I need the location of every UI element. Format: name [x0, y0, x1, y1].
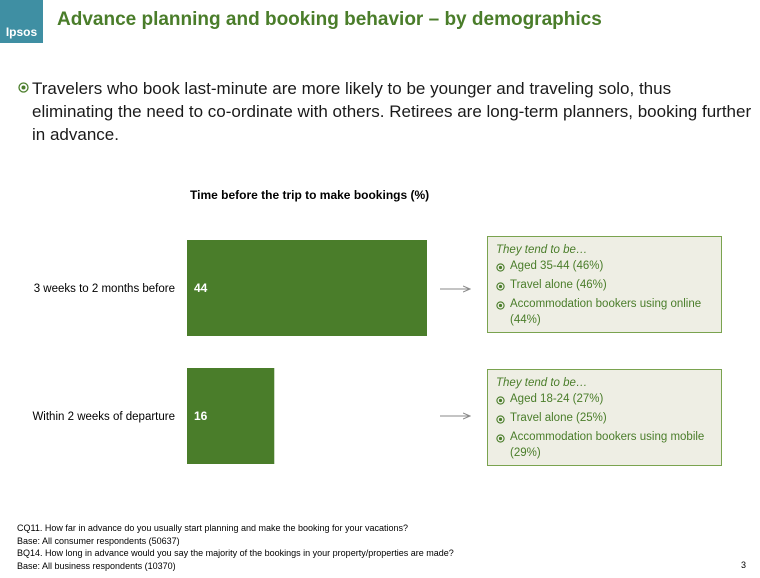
bullet-icon	[496, 280, 510, 296]
bar-value-label: 44	[194, 281, 208, 295]
bullet-icon	[496, 299, 510, 328]
summary-text: Travelers who book last-minute are more likely to be younger and traveling solo, thus eliminating the need to co-ordinate with others. Retirees are long-term planners, booking further in advance.	[32, 79, 752, 144]
callout-item: Aged 18-24 (27%)	[496, 391, 714, 410]
category-label: Within 2 weeks of departure	[32, 411, 175, 423]
bullet-icon	[496, 432, 510, 461]
footnote-line: BQ14. How long in advance would you say the majority of the bookings in your property/properties are made?	[17, 548, 454, 559]
callout-box-1	[487, 236, 722, 333]
footnote-line: Base: All consumer respondents (50637)	[17, 535, 180, 546]
logo-text: Ipsos	[5, 25, 38, 39]
bar-1	[187, 240, 427, 336]
callout-item: Accommodation bookers using online (44%)	[496, 296, 714, 328]
chart-title: Time before the trip to make bookings (%)	[190, 188, 430, 202]
footnotes	[17, 522, 454, 572]
callout-item: Travel alone (25%)	[496, 410, 714, 429]
bullet-icon	[496, 261, 510, 277]
footnote-line: CQ11. How far in advance do you usually start planning and make the booking for your vacations?	[17, 523, 409, 533]
callout-heading: They tend to be…	[496, 377, 588, 389]
page-title: Advance planning and booking behavior – by demographics	[57, 9, 602, 30]
bullet-icon	[496, 394, 510, 410]
bullet-icon	[496, 413, 510, 429]
category-label: 3 weeks to 2 months before	[33, 283, 175, 295]
footnote-line: Base: All business respondents (10370)	[17, 560, 176, 571]
callout-box-2	[487, 369, 722, 466]
callout-item: Aged 35-44 (46%)	[496, 258, 714, 277]
callout-item: Accommodation bookers using mobile (29%)	[496, 429, 714, 461]
page-number: 3	[740, 560, 746, 570]
callout-heading: They tend to be…	[496, 244, 588, 256]
callout-item: Travel alone (46%)	[496, 277, 714, 296]
bar-value-label: 16	[194, 409, 208, 423]
